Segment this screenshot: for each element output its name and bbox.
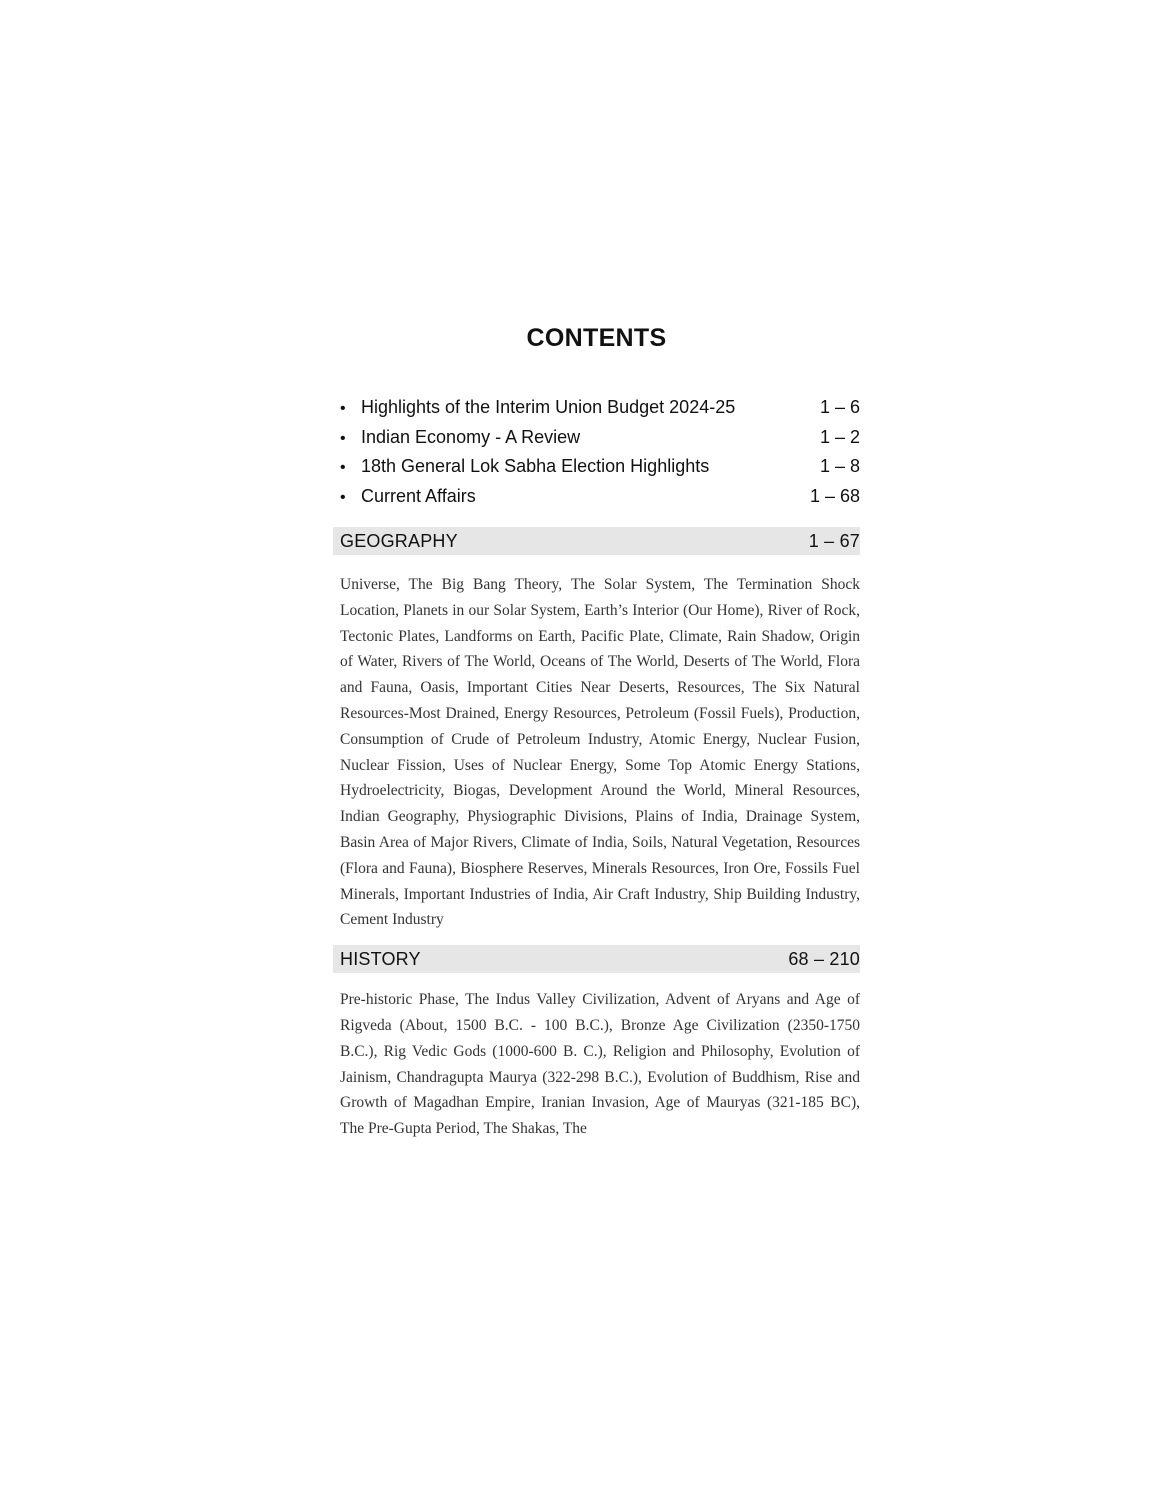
section-header-history (333, 945, 860, 973)
bullet-icon: • (340, 400, 346, 417)
bullet-icon: • (340, 459, 346, 476)
section-title: HISTORY (340, 948, 421, 969)
toc-item-label: Indian Economy - A Review (361, 426, 581, 447)
toc-list (333, 393, 860, 511)
toc-item-label: Highlights of the Interim Union Budget 2024-25 (361, 397, 736, 417)
contents-page (333, 322, 860, 1142)
section-pages: 68 – 210 (788, 948, 860, 969)
toc-item-pages: 1 – 68 (809, 485, 860, 506)
section-topics-history: Pre-historic Phase, The Indus Valley Civilization, Advent of Aryans and Age of Rigveda (About, 1500 B.C. - 100 B.C.), Bronze Age Civilization (2350-1750 B.C.), Rig Vedic Gods (1000-600 B. C.), Religion and Philosophy, Evolution of Jainism, Chandragupta Maurya (322-298 B.C.), Evolution of Buddhism, Rise and Growth of Magadhan Empire, Iranian Invasion, Age of Mauryas (321-185 BC), The Pre-Gupta Period, The Shakas, The (340, 991, 860, 1138)
toc-item-label: Current Affairs (361, 485, 476, 506)
toc-item (333, 452, 860, 482)
page-title: CONTENTS (526, 324, 667, 352)
toc-item-label: 18th General Lok Sabha Election Highlights (361, 456, 710, 476)
section-pages: 1 – 67 (808, 530, 860, 551)
section-topics-geography: Universe, The Big Bang Theory, The Solar System, The Termination Shock Location, Planets in our Solar System, Earth’s Interior (Our Home), River of Rock, Tectonic Plates, Landforms on Earth, Pacific Plate, Climate, Rain Shadow, Origin of Water, Rivers of The World, Oceans of The World, Deserts of The World, Flora and Fauna, Oasis, Important Cities Near Deserts, Resources, The Six Natural Resources-Most Drained, Energy Resources, Petroleum (Fossil Fuels), Production, Consumption of Crude of Petroleum Industry, Atomic Energy, Nuclear Fusion, Nuclear Fission, Uses of Nuclear Energy, Some Top Atomic Energy Stations, Hydroelectricity, Biogas, Development Around the World, Mineral Resources, Indian Geography, Physiographic Divisions, Plains of India, Drainage System, Basin Area of Major Rivers, Climate of India, Soils, Natural Vegetation, Resources (Flora and Fauna), Biosphere Reserves, Minerals Resources, Iron Ore, Fossils Fuel Minerals, Important Industries of India, Air Craft Industry, Ship Building Industry, Cement Industry (340, 576, 860, 929)
toc-item-pages: 1 – 6 (819, 397, 860, 417)
toc-item-pages: 1 – 8 (819, 456, 860, 476)
toc-item (333, 393, 860, 423)
bullet-icon: • (340, 429, 346, 447)
section-header-geography (333, 527, 860, 555)
toc-item (333, 482, 860, 512)
toc-item-pages: 1 – 2 (819, 426, 860, 447)
toc-item (333, 423, 860, 453)
bullet-icon: • (340, 488, 346, 506)
section-title: GEOGRAPHY (340, 530, 458, 551)
